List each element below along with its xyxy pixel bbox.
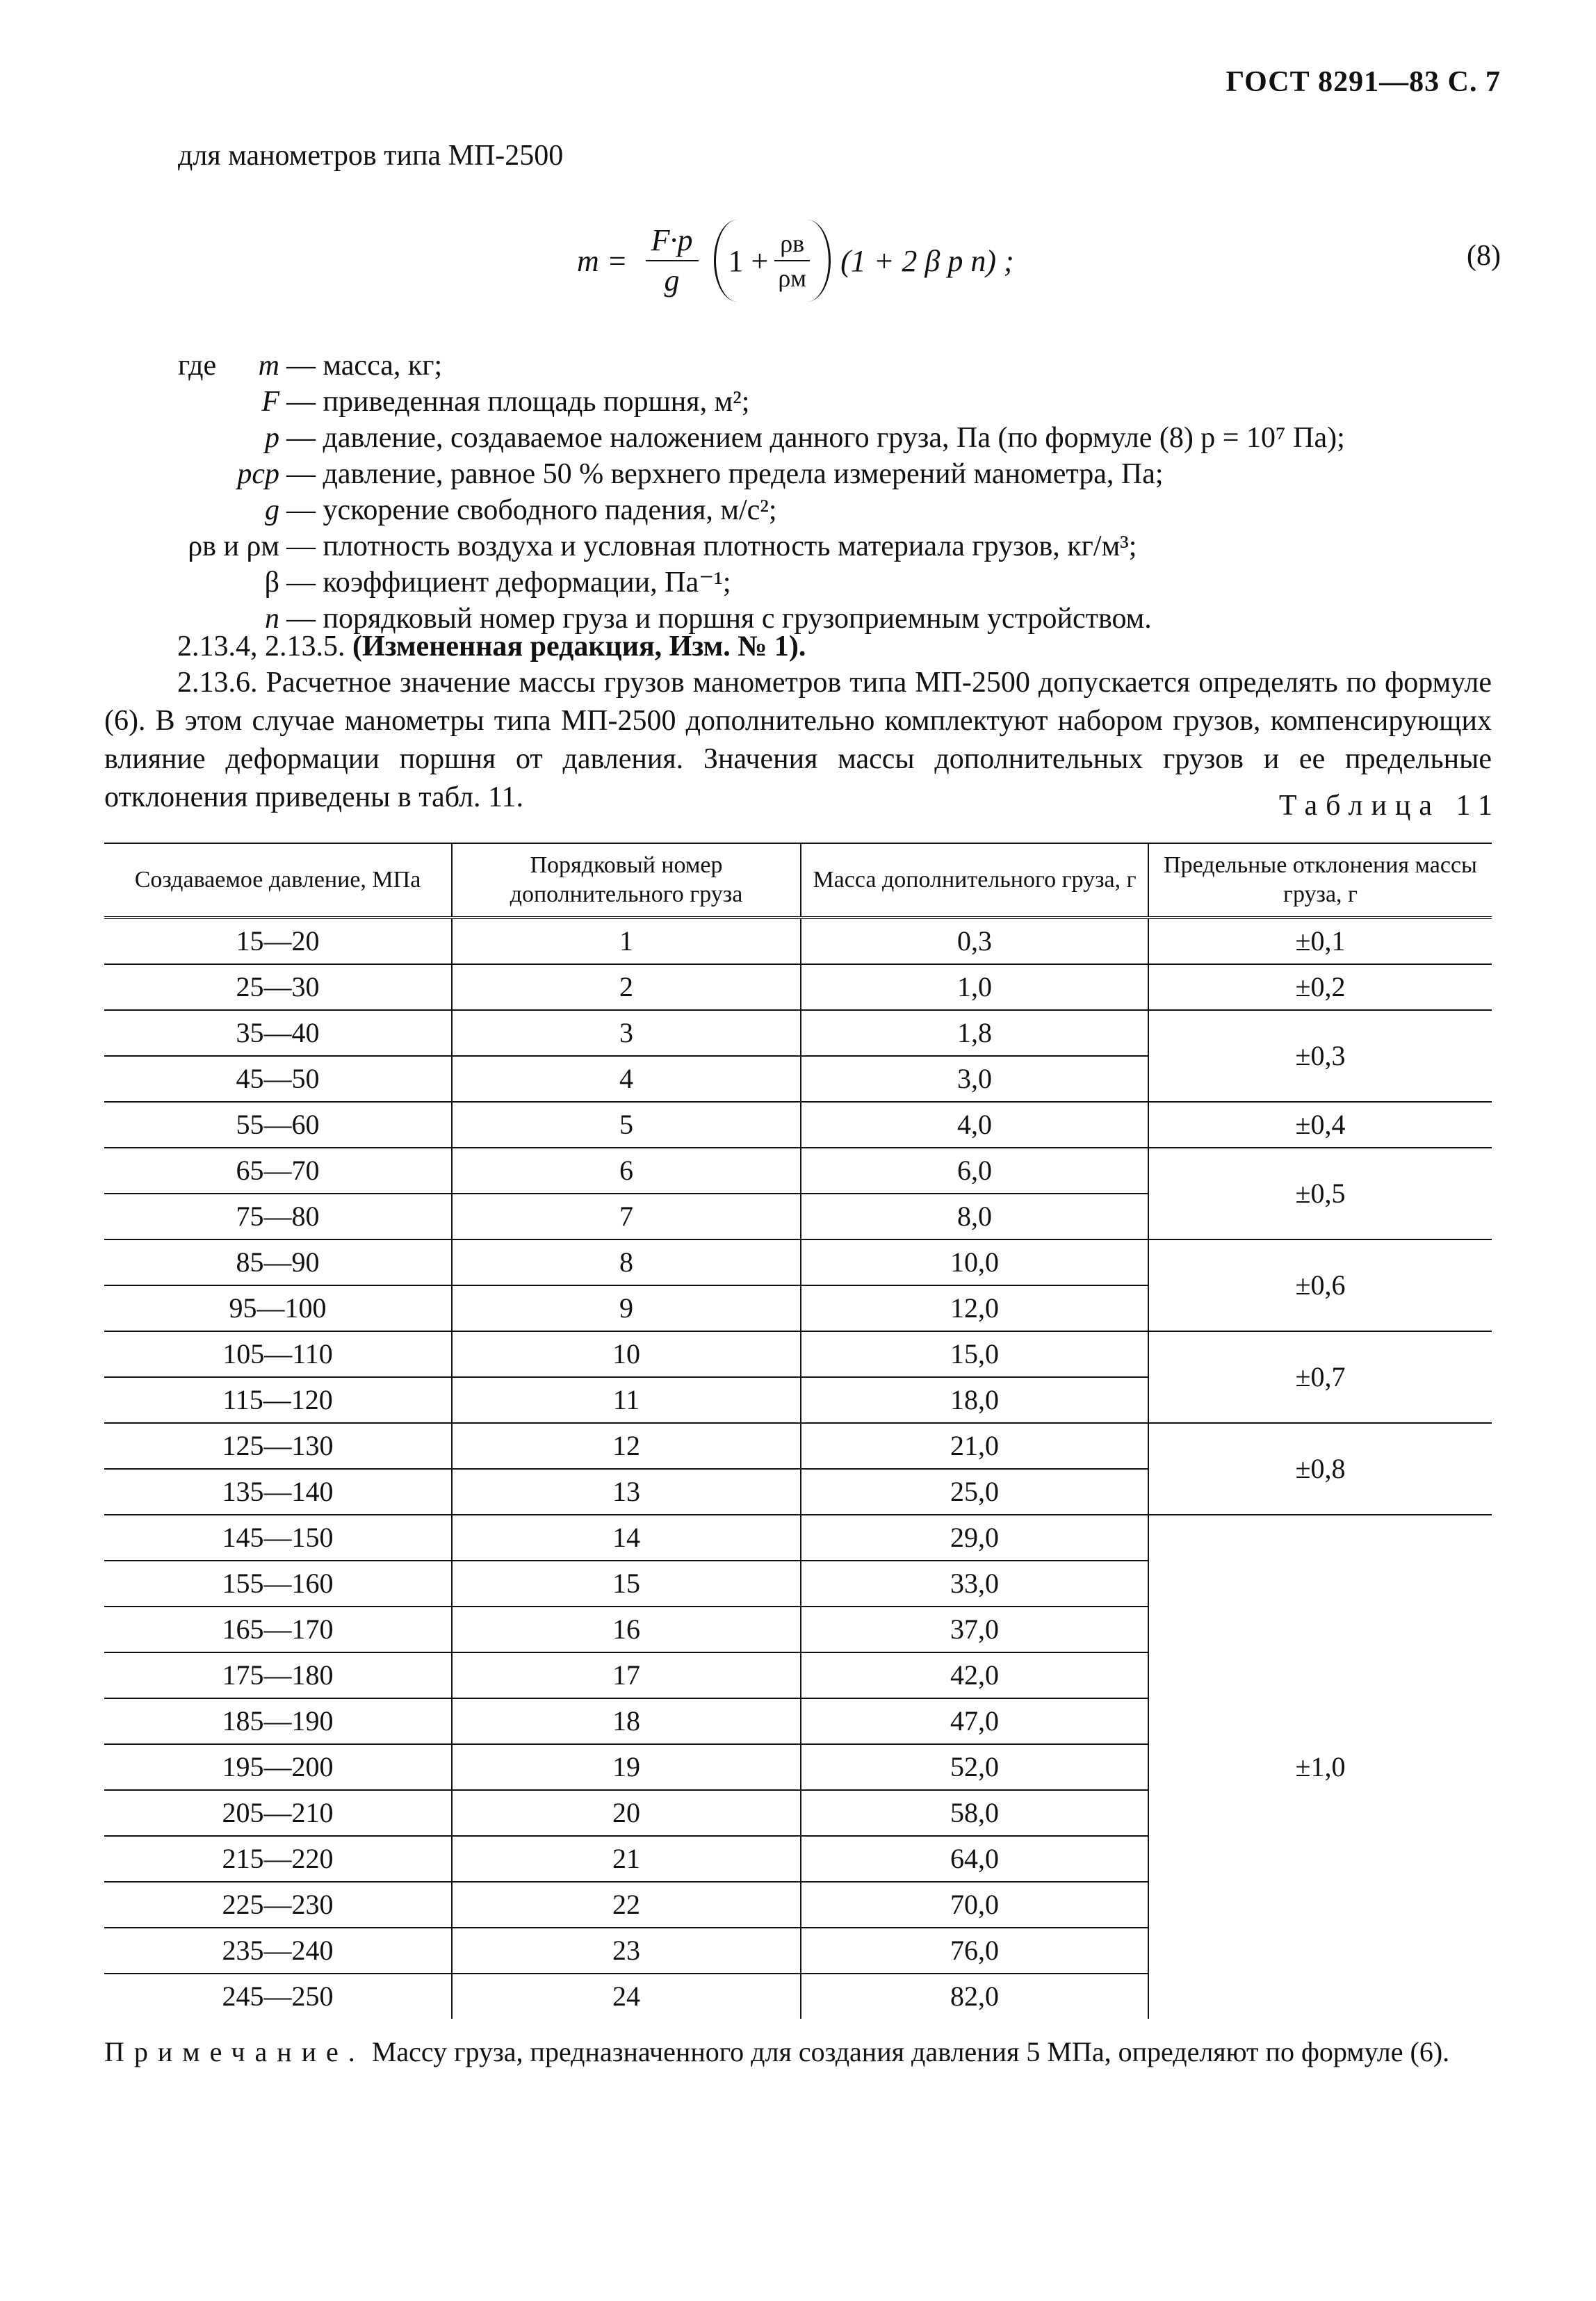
- cell-tolerance: ±0,7: [1148, 1331, 1492, 1423]
- cell-pressure: 85—90: [104, 1239, 452, 1285]
- cell-number: 11: [452, 1377, 801, 1423]
- cell-mass: 18,0: [801, 1377, 1148, 1423]
- legend-symbol: β: [264, 567, 279, 599]
- cell-number: 4: [452, 1056, 801, 1102]
- legend-text: — приведенная площадь поршня, м²;: [286, 386, 750, 418]
- legend-row: [0, 528, 1596, 564]
- cell-number: 8: [452, 1239, 801, 1285]
- cell-number: 24: [452, 1974, 801, 2019]
- note-text: Массу груза, предназначенного для создания давления 5 МПа, определяют по формуле (6).: [364, 2036, 1450, 2067]
- cell-tolerance: ±0,2: [1148, 964, 1492, 1010]
- legend-text: — давление, равное 50 % верхнего предела измерений манометра, Па;: [286, 458, 1164, 490]
- table-row: [104, 1239, 1492, 1285]
- cell-pressure: 45—50: [104, 1056, 452, 1102]
- paragraph-amendment: [104, 628, 1492, 666]
- cell-pressure: 115—120: [104, 1377, 452, 1423]
- cell-number: 13: [452, 1469, 801, 1515]
- legend-symbol: g: [265, 494, 279, 526]
- cell-mass: 0,3: [801, 918, 1148, 964]
- cell-mass: 8,0: [801, 1194, 1148, 1239]
- cell-pressure: 125—130: [104, 1423, 452, 1469]
- cell-number: 14: [452, 1515, 801, 1561]
- cell-mass: 25,0: [801, 1469, 1148, 1515]
- cell-pressure: 55—60: [104, 1102, 452, 1148]
- cell-mass: 58,0: [801, 1790, 1148, 1836]
- cell-number: 10: [452, 1331, 801, 1377]
- cell-number: 20: [452, 1790, 801, 1836]
- legend-row: [0, 348, 1596, 384]
- cell-pressure: 135—140: [104, 1469, 452, 1515]
- legend-row: [0, 384, 1596, 420]
- table-row: [104, 1331, 1492, 1377]
- cell-number: 7: [452, 1194, 801, 1239]
- formula-rho-num: ρв: [774, 231, 810, 261]
- cell-number: 16: [452, 1607, 801, 1652]
- legend-symbol: p: [265, 422, 279, 454]
- cell-mass: 1,0: [801, 964, 1148, 1010]
- cell-number: 5: [452, 1102, 801, 1148]
- formula-one-plus: 1 +: [728, 243, 769, 278]
- cell-mass: 76,0: [801, 1928, 1148, 1974]
- legend-symbol: n: [265, 603, 279, 635]
- cell-number: 23: [452, 1928, 801, 1974]
- cell-mass: 29,0: [801, 1515, 1148, 1561]
- legend-row: [0, 492, 1596, 528]
- table-header-mass: Масса дополнительного груза, г: [801, 843, 1148, 918]
- cell-mass: 33,0: [801, 1561, 1148, 1607]
- cell-pressure: 225—230: [104, 1882, 452, 1928]
- cell-pressure: 215—220: [104, 1836, 452, 1882]
- legend-text: — плотность воздуха и условная плотность материала грузов, кг/м³;: [286, 530, 1137, 562]
- cell-pressure: 195—200: [104, 1744, 452, 1790]
- legend-text: — масса, кг;: [286, 350, 443, 382]
- table-row: [104, 1515, 1492, 1561]
- legend-text: — коэффициент деформации, Па⁻¹;: [286, 567, 731, 599]
- paragraph-ref: 2.13.4, 2.13.5.: [177, 631, 345, 662]
- cell-pressure: 65—70: [104, 1148, 452, 1194]
- table-title: Таблица 11: [1278, 790, 1501, 822]
- cell-mass: 4,0: [801, 1102, 1148, 1148]
- cell-mass: 21,0: [801, 1423, 1148, 1469]
- cell-number: 22: [452, 1882, 801, 1928]
- cell-pressure: 235—240: [104, 1928, 452, 1974]
- cell-mass: 6,0: [801, 1148, 1148, 1194]
- table-body: [104, 918, 1492, 2019]
- cell-mass: 3,0: [801, 1056, 1148, 1102]
- formula-8: [577, 212, 1014, 309]
- cell-pressure: 35—40: [104, 1010, 452, 1056]
- cell-number: 21: [452, 1836, 801, 1882]
- cell-tolerance: ±0,8: [1148, 1423, 1492, 1515]
- cell-tolerance: ±1,0: [1148, 1515, 1492, 2019]
- legend-row: [0, 420, 1596, 456]
- cell-mass: 42,0: [801, 1652, 1148, 1698]
- table-row: [104, 964, 1492, 1010]
- cell-pressure: 75—80: [104, 1194, 452, 1239]
- legend-symbol: m: [258, 350, 279, 382]
- cell-mass: 15,0: [801, 1331, 1148, 1377]
- paragraph-2-13-6-text: 2.13.6. Расчетное значение массы грузов манометров типа МП-2500 допускается определять по формуле (6). В этом случае манометры типа МП-2500 дополнительно комплектуют набором грузов, компенсирующих влияние деформации поршня от давления. Значения массы дополнительных грузов и ее предельные отклонения приведены в табл. 11.: [104, 667, 1492, 813]
- cell-pressure: 185—190: [104, 1698, 452, 1744]
- cell-pressure: 165—170: [104, 1607, 452, 1652]
- cell-number: 15: [452, 1561, 801, 1607]
- legend-symbol: F: [261, 386, 279, 418]
- cell-pressure: 95—100: [104, 1285, 452, 1331]
- legend-intro-word: где: [178, 350, 217, 382]
- formula-denominator: g: [664, 263, 680, 298]
- table-row: [104, 918, 1492, 964]
- formula-legend: [0, 348, 1596, 637]
- table-header-tolerance: Предельные отклонения массы груза, г: [1148, 843, 1492, 918]
- cell-number: 6: [452, 1148, 801, 1194]
- cell-number: 2: [452, 964, 801, 1010]
- table-11: [104, 843, 1492, 2019]
- cell-tolerance: ±0,1: [1148, 918, 1492, 964]
- formula-tail: (1 + 2 β p n) ;: [840, 243, 1014, 278]
- legend-row: [0, 456, 1596, 492]
- cell-mass: 47,0: [801, 1698, 1148, 1744]
- table-header-pressure: Создаваемое давление, МПа: [104, 843, 452, 918]
- formula-density-fraction: [772, 231, 812, 291]
- formula-number: (8): [1467, 240, 1501, 272]
- table-header-number: Порядковый номер дополнительного груза: [452, 843, 801, 918]
- cell-tolerance: ±0,6: [1148, 1239, 1492, 1331]
- formula-fraction: [646, 225, 699, 296]
- cell-tolerance: ±0,3: [1148, 1010, 1492, 1102]
- legend-text: — ускорение свободного падения, м/с²;: [286, 494, 777, 526]
- cell-tolerance: ±0,5: [1148, 1148, 1492, 1239]
- table-row: [104, 1010, 1492, 1056]
- cell-mass: 12,0: [801, 1285, 1148, 1331]
- cell-number: 3: [452, 1010, 801, 1056]
- formula-numerator: F·p: [646, 225, 699, 261]
- cell-pressure: 145—150: [104, 1515, 452, 1561]
- table-header-row: [104, 843, 1492, 918]
- cell-number: 1: [452, 918, 801, 964]
- table-row: [104, 1102, 1492, 1148]
- cell-number: 9: [452, 1285, 801, 1331]
- cell-mass: 52,0: [801, 1744, 1148, 1790]
- cell-number: 12: [452, 1423, 801, 1469]
- legend-symbol: pср: [237, 458, 279, 490]
- legend-text: — порядковый номер груза и поршня с грузоприемным устройством.: [286, 603, 1152, 635]
- legend-text: — давление, создаваемое наложением данного груза, Па (по формуле (8) p = 10⁷ Па);: [286, 422, 1345, 454]
- formula-rho-den: ρм: [778, 264, 807, 292]
- cell-mass: 64,0: [801, 1836, 1148, 1882]
- cell-pressure: 245—250: [104, 1974, 452, 2019]
- cell-tolerance: ±0,4: [1148, 1102, 1492, 1148]
- legend-symbol: ρв и ρм: [188, 530, 279, 562]
- table-note: [104, 2034, 1492, 2070]
- cell-pressure: 15—20: [104, 918, 452, 964]
- note-label: Примечание.: [104, 2036, 365, 2067]
- table-row: [104, 1423, 1492, 1469]
- cell-mass: 1,8: [801, 1010, 1148, 1056]
- cell-mass: 70,0: [801, 1882, 1148, 1928]
- cell-mass: 37,0: [801, 1607, 1148, 1652]
- cell-mass: 82,0: [801, 1974, 1148, 2019]
- cell-number: 19: [452, 1744, 801, 1790]
- table-row: [104, 1148, 1492, 1194]
- cell-mass: 10,0: [801, 1239, 1148, 1285]
- cell-number: 17: [452, 1652, 801, 1698]
- cell-number: 18: [452, 1698, 801, 1744]
- cell-pressure: 205—210: [104, 1790, 452, 1836]
- legend-row: [0, 564, 1596, 601]
- cell-pressure: 25—30: [104, 964, 452, 1010]
- cell-pressure: 105—110: [104, 1331, 452, 1377]
- cell-pressure: 155—160: [104, 1561, 452, 1607]
- paragraph-amendment-bold: (Измененная редакция, Изм. № 1).: [352, 631, 806, 662]
- cell-pressure: 175—180: [104, 1652, 452, 1698]
- formula-lhs: m: [577, 243, 599, 278]
- intro-text: для манометров типа МП-2500: [178, 140, 564, 172]
- formula-parenthesis: [714, 220, 831, 302]
- formula-eq: =: [608, 243, 626, 278]
- page-header: ГОСТ 8291—83 С. 7: [1226, 66, 1501, 98]
